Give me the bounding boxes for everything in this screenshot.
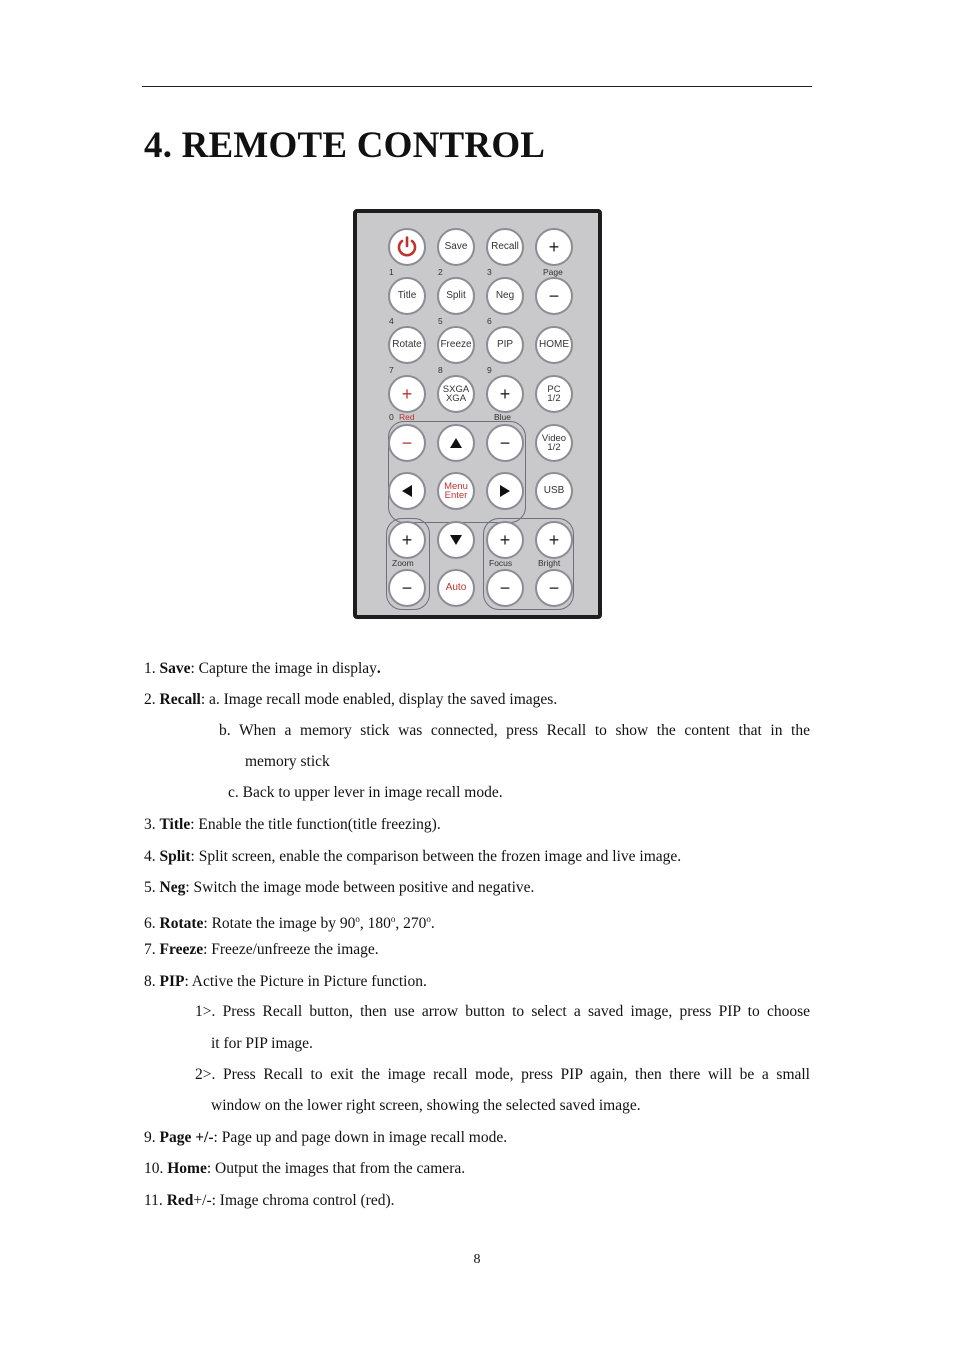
down-arrow-icon bbox=[450, 535, 462, 545]
red-plus-button[interactable]: + bbox=[388, 375, 426, 413]
page-number: 8 bbox=[473, 1252, 481, 1267]
down-arrow-button[interactable] bbox=[437, 521, 475, 559]
focus-label: Focus bbox=[489, 558, 513, 568]
freeze-button[interactable]: Freeze bbox=[437, 326, 475, 364]
auto-button[interactable]: Auto bbox=[437, 569, 475, 607]
page-title: 4. REMOTE CONTROL bbox=[144, 125, 546, 166]
item-rotate: 6. Rotate: Rotate the image by 90$^o$, 180$^o$, 270$^o$. bbox=[144, 914, 435, 933]
blue-minus-button[interactable]: − bbox=[486, 424, 524, 462]
item-pip-2-line1: 2>. Press Recall to exit the image recall mode, press PIP again, then there will be a small bbox=[195, 1066, 810, 1083]
item-home: 10. Home: Output the images that from the camera. bbox=[144, 1160, 466, 1177]
bright-label: Bright bbox=[538, 558, 561, 568]
item-neg: 5. Neg: Switch the image mode between positive and negative. bbox=[144, 879, 535, 896]
menu-enter-button[interactable]: Menu Enter bbox=[437, 472, 475, 510]
bright-minus-button[interactable]: − bbox=[535, 569, 573, 607]
number-label-1: 1 bbox=[389, 267, 394, 277]
item-split: 4. Split: Split screen, enable the comparison between the frozen image and live image. bbox=[144, 848, 682, 865]
item-pip-2-line2: window on the lower right screen, showing the selected saved image. bbox=[211, 1097, 641, 1114]
item-pip-1-line1: 1>. Press Recall button, then use arrow button to select a saved image, press PIP to choose bbox=[195, 1003, 810, 1020]
item-save: 1. Save: Capture the image in display. bbox=[144, 660, 381, 677]
number-label-6: 6 bbox=[487, 316, 492, 326]
page-label: Page bbox=[543, 267, 563, 277]
header-rule bbox=[142, 86, 812, 87]
pc-button[interactable]: PC 1/2 bbox=[535, 375, 573, 413]
split-button[interactable]: Split bbox=[437, 277, 475, 315]
number-label-7: 7 bbox=[389, 365, 394, 375]
blue-label: Blue bbox=[494, 412, 512, 422]
recall-button[interactable]: Recall bbox=[486, 228, 524, 266]
page-plus-button[interactable]: + bbox=[535, 228, 573, 266]
video-button[interactable]: Video 1/2 bbox=[535, 424, 573, 462]
left-arrow-button[interactable] bbox=[388, 472, 426, 510]
pip-button[interactable]: PIP bbox=[486, 326, 524, 364]
focus-minus-button[interactable]: − bbox=[486, 569, 524, 607]
up-arrow-icon bbox=[450, 438, 462, 448]
left-arrow-icon bbox=[402, 485, 412, 497]
power-button[interactable] bbox=[388, 228, 426, 266]
red-minus-button[interactable]: − bbox=[388, 424, 426, 462]
neg-button[interactable]: Neg bbox=[486, 277, 524, 315]
item-page: 9. Page +/-: Page up and page down in image recall mode. bbox=[144, 1129, 508, 1146]
number-label-2: 2 bbox=[438, 267, 443, 277]
item-recall: 2. Recall: a. Image recall mode enabled, display the saved images. bbox=[144, 691, 558, 708]
rotate-button[interactable]: Rotate bbox=[388, 326, 426, 364]
number-label-8: 8 bbox=[438, 365, 443, 375]
right-arrow-icon bbox=[500, 485, 510, 497]
sxga-xga-button[interactable]: SXGA XGA bbox=[437, 375, 475, 413]
bright-plus-button[interactable]: + bbox=[535, 521, 573, 559]
item-recall-b-line2: memory stick bbox=[245, 753, 330, 770]
remote-control-illustration bbox=[353, 209, 602, 619]
focus-plus-button[interactable]: + bbox=[486, 521, 524, 559]
title-button[interactable]: Title bbox=[388, 277, 426, 315]
item-title: 3. Title: Enable the title function(title freezing). bbox=[144, 816, 441, 833]
item-pip-1-line2: it for PIP image. bbox=[211, 1035, 313, 1052]
number-label-9: 9 bbox=[487, 365, 492, 375]
power-icon bbox=[395, 235, 419, 259]
zoom-minus-button[interactable]: − bbox=[388, 569, 426, 607]
page-minus-button[interactable]: − bbox=[535, 277, 573, 315]
red-label: Red bbox=[399, 412, 415, 422]
number-label-4: 4 bbox=[389, 316, 394, 326]
number-label-3: 3 bbox=[487, 267, 492, 277]
zoom-label: Zoom bbox=[392, 558, 414, 568]
item-red: 11. Red+/-: Image chroma control (red). bbox=[144, 1192, 395, 1209]
item-recall-b-line1: b. When a memory stick was connected, press Recall to show the content that in the bbox=[219, 722, 810, 739]
number-label-5: 5 bbox=[438, 316, 443, 326]
item-pip: 8. PIP: Active the Picture in Picture function. bbox=[144, 973, 427, 990]
save-button[interactable]: Save bbox=[437, 228, 475, 266]
blue-plus-button[interactable]: + bbox=[486, 375, 524, 413]
item-recall-c: c. Back to upper lever in image recall mode. bbox=[228, 784, 503, 801]
usb-button[interactable]: USB bbox=[535, 472, 573, 510]
item-freeze: 7. Freeze: Freeze/unfreeze the image. bbox=[144, 941, 379, 958]
right-arrow-button[interactable] bbox=[486, 472, 524, 510]
number-label-0: 0 bbox=[389, 412, 394, 422]
zoom-plus-button[interactable]: + bbox=[388, 521, 426, 559]
up-arrow-button[interactable] bbox=[437, 424, 475, 462]
home-button[interactable]: HOME bbox=[535, 326, 573, 364]
